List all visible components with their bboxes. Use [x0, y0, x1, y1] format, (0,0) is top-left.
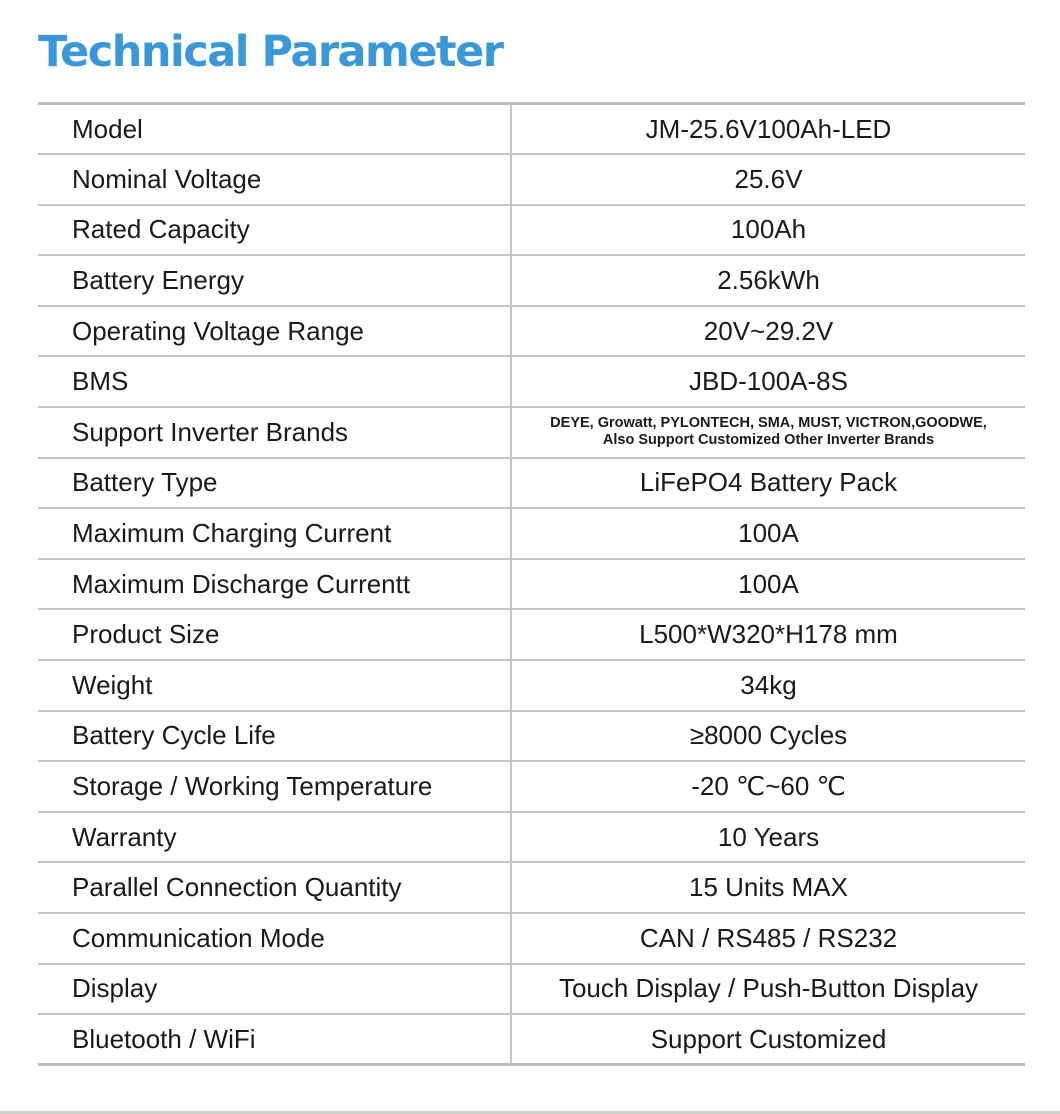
- table-row: [38, 407, 1025, 458]
- param-label-max-discharge-current: Maximum Discharge Currentt: [38, 559, 511, 610]
- param-label-support-inverter-brands: Support Inverter Brands: [38, 407, 511, 458]
- param-label-bms: BMS: [38, 356, 511, 407]
- param-label-product-size: Product Size: [38, 609, 511, 660]
- param-value-support-inverter-brands: [511, 407, 1025, 458]
- param-value-warranty: 10 Years: [511, 812, 1025, 863]
- param-value-max-charging-current: 100A: [511, 508, 1025, 559]
- param-label-display: Display: [38, 964, 511, 1015]
- table-row: [38, 862, 1025, 913]
- param-label-battery-type: Battery Type: [38, 458, 511, 509]
- table-row: [38, 559, 1025, 610]
- param-label-battery-cycle-life: Battery Cycle Life: [38, 711, 511, 762]
- param-value-weight: 34kg: [511, 660, 1025, 711]
- param-value-bluetooth-wifi: Support Customized: [511, 1014, 1025, 1065]
- param-value-product-size: L500*W320*H178 mm: [511, 609, 1025, 660]
- param-label-nominal-voltage: Nominal Voltage: [38, 154, 511, 205]
- table-row: [38, 1014, 1025, 1065]
- table-row: [38, 711, 1025, 762]
- param-value-rated-capacity: 100Ah: [511, 205, 1025, 256]
- table-row: [38, 205, 1025, 256]
- table-row: [38, 458, 1025, 509]
- table-row: [38, 812, 1025, 863]
- inverter-brands-line-1: DEYE, Growatt, PYLONTECH, SMA, MUST, VICTRON,GOODWE,: [550, 415, 987, 432]
- table-row: [38, 255, 1025, 306]
- param-value-battery-cycle-life: ≥8000 Cycles: [511, 711, 1025, 762]
- param-value-operating-voltage-range: 20V~29.2V: [511, 306, 1025, 357]
- table-row: [38, 761, 1025, 812]
- page-title: Technical Parameter: [38, 27, 503, 77]
- param-label-weight: Weight: [38, 660, 511, 711]
- param-value-display: Touch Display / Push-Button Display: [511, 964, 1025, 1015]
- inverter-brands-line-2: Also Support Customized Other Inverter Brands: [602, 432, 935, 449]
- spec-table: [38, 102, 1025, 1066]
- table-row: [38, 609, 1025, 660]
- param-value-communication-mode: CAN / RS485 / RS232: [511, 913, 1025, 964]
- param-label-model: Model: [38, 104, 511, 155]
- param-value-nominal-voltage: 25.6V: [511, 154, 1025, 205]
- param-value-model: JM-25.6V100Ah-LED: [511, 104, 1025, 155]
- param-label-battery-energy: Battery Energy: [38, 255, 511, 306]
- param-label-storage-working-temperature: Storage / Working Temperature: [38, 761, 511, 812]
- param-label-rated-capacity: Rated Capacity: [38, 205, 511, 256]
- param-label-bluetooth-wifi: Bluetooth / WiFi: [38, 1014, 511, 1065]
- param-value-storage-working-temperature: -20 ℃~60 ℃: [511, 761, 1025, 812]
- table-row: [38, 508, 1025, 559]
- param-label-parallel-connection-quantity: Parallel Connection Quantity: [38, 862, 511, 913]
- table-row: [38, 154, 1025, 205]
- param-label-operating-voltage-range: Operating Voltage Range: [38, 306, 511, 357]
- param-value-max-discharge-current: 100A: [511, 559, 1025, 610]
- table-row: [38, 964, 1025, 1015]
- param-label-max-charging-current: Maximum Charging Current: [38, 508, 511, 559]
- param-value-parallel-connection-quantity: 15 Units MAX: [511, 862, 1025, 913]
- param-label-warranty: Warranty: [38, 812, 511, 863]
- table-row: [38, 660, 1025, 711]
- param-value-battery-type: LiFePO4 Battery Pack: [511, 458, 1025, 509]
- param-value-battery-energy: 2.56kWh: [511, 255, 1025, 306]
- param-label-communication-mode: Communication Mode: [38, 913, 511, 964]
- table-row: [38, 306, 1025, 357]
- table-row: [38, 913, 1025, 964]
- param-value-bms: JBD-100A-8S: [511, 356, 1025, 407]
- table-row: [38, 104, 1025, 155]
- table-row: [38, 356, 1025, 407]
